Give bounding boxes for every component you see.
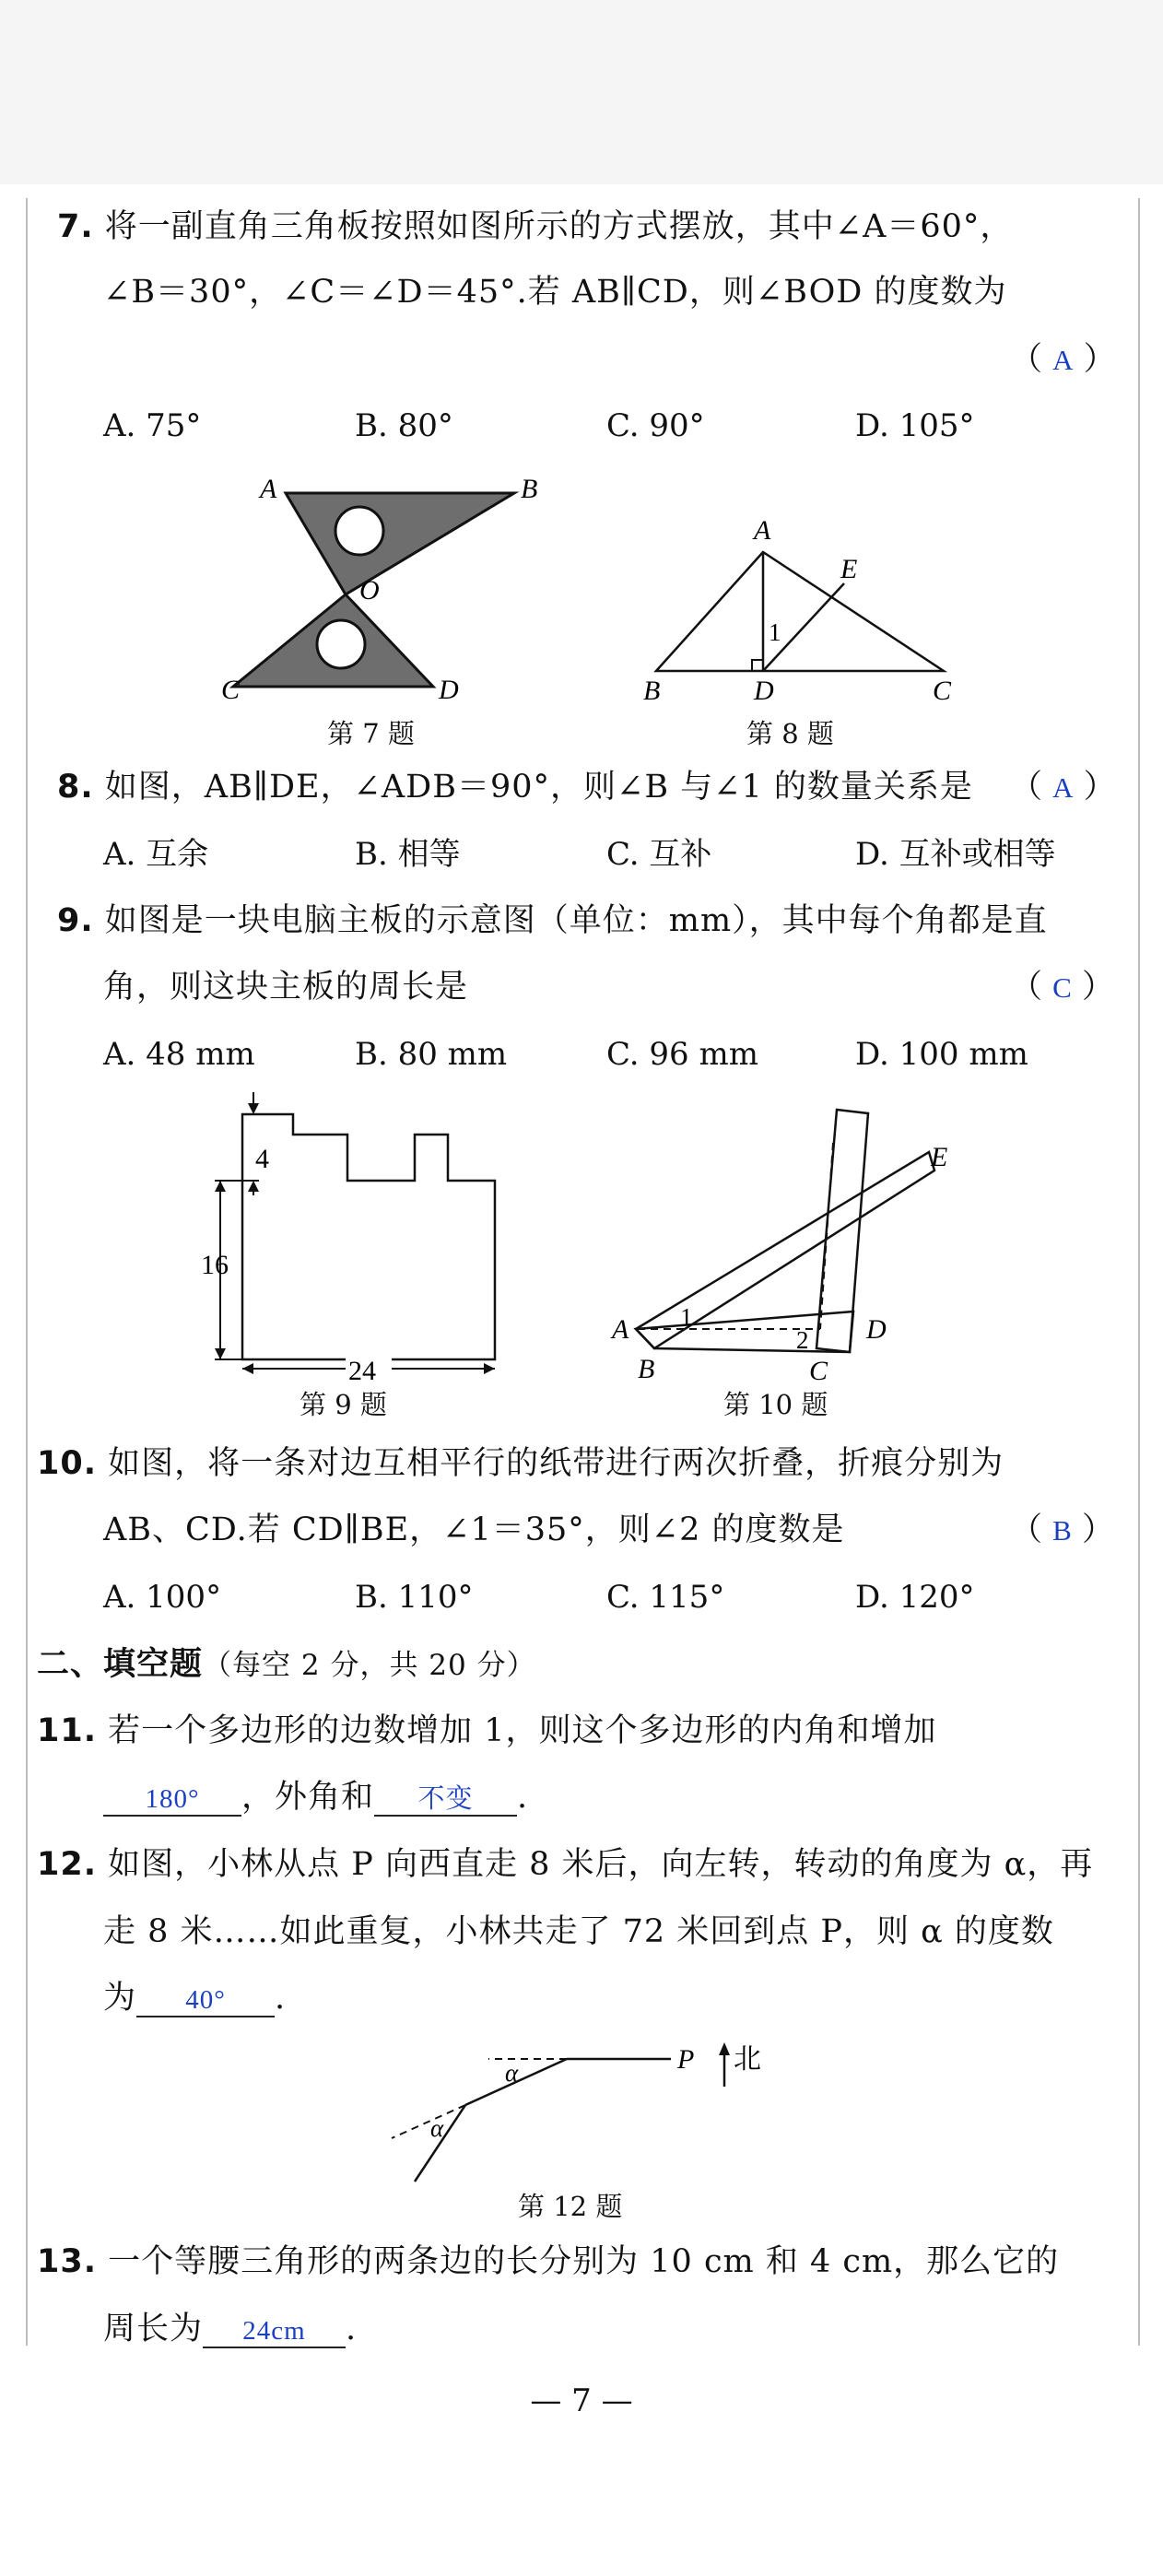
q10-text-line1: 如图，将一条对边互相平行的纸带进行两次折叠，折痕分别为 — [108, 1445, 1004, 1482]
q7-option-d: D. 105° — [855, 407, 975, 444]
fig9-board-outline — [242, 1114, 495, 1359]
fig7-label-o: O — [359, 575, 380, 606]
fig9-dim24-arrowhead-right — [484, 1363, 495, 1374]
q13-number: 13. — [37, 2243, 98, 2280]
section2-header — [37, 1644, 536, 1686]
right-border — [1138, 198, 1140, 2346]
q10-option-d: D. 120° — [855, 1579, 975, 1616]
q9-text-line2: 角，则这块主板的周长是 — [103, 969, 469, 1006]
q7-option-b: B. 80° — [355, 407, 453, 444]
q9-number: 9. — [57, 902, 94, 939]
fig10-caption: 第 10 题 — [723, 1389, 828, 1420]
q13-line1 — [37, 2241, 1059, 2282]
q10-number: 10. — [37, 1445, 98, 1482]
fig8-triangle-abc — [656, 552, 944, 671]
fig9-label-4: 4 — [255, 1144, 269, 1174]
fig7-upper-triangle — [286, 493, 514, 594]
figure-7 — [203, 461, 571, 719]
fig7-label-c: C — [221, 675, 241, 705]
q10-answer-bracket: （ B ） — [1010, 1511, 1114, 1548]
q12-line3 — [103, 1978, 286, 2018]
fig10-label-b: B — [638, 1354, 655, 1384]
fig7-label-d: D — [439, 675, 459, 705]
q13-line2 — [103, 2309, 357, 2349]
q11-line2 — [103, 1777, 528, 1817]
q8-text: 如图，AB∥DE，∠ADB＝90°，则∠B 与∠1 的数量关系是 — [104, 769, 973, 806]
fig10-label-e: E — [931, 1142, 948, 1172]
q10-text-line2: AB、CD.若 CD∥BE，∠1＝35°，则∠2 的度数是 — [103, 1511, 845, 1548]
fig9-dim16-arrowhead-bottom — [215, 1348, 226, 1359]
figure-9 — [198, 1092, 511, 1387]
left-border — [26, 198, 28, 2346]
q11-text-mid: ，外角和 — [241, 1779, 375, 1816]
q12-text-prefix: 为 — [103, 1980, 137, 2017]
fig9-label-24: 24 — [348, 1356, 376, 1386]
q11-blank-exterior: 不变 — [374, 1783, 517, 1817]
q11-line1 — [37, 1711, 937, 1751]
q9-option-b: B. 80 mm — [355, 1036, 508, 1073]
q8-option-b: B. 相等 — [355, 836, 461, 873]
q8-option-d: D. 互补或相等 — [855, 836, 1056, 873]
figure-10 — [608, 1101, 977, 1387]
q7-line1 — [57, 206, 1013, 247]
q13-text-prefix: 周长为 — [103, 2311, 204, 2347]
q11-number: 11. — [37, 1712, 98, 1749]
fig7-upper-hole — [335, 507, 383, 555]
q13-blank-perimeter: 24cm — [203, 2315, 346, 2348]
q11-text-end: . — [517, 1779, 529, 1816]
fig9-label-16: 16 — [201, 1250, 229, 1280]
fig9-arrowhead-down — [248, 1103, 259, 1114]
q8-answer: A — [1052, 771, 1074, 804]
figure-8 — [636, 512, 968, 714]
q10-option-a: A. 100° — [103, 1579, 222, 1616]
q10-answer: B — [1052, 1514, 1072, 1547]
fig12-label-alpha1: α — [505, 2059, 519, 2087]
fig8-caption: 第 8 题 — [746, 718, 834, 749]
q7-text-line1: 将一副直角三角板按照如图所示的方式摆放，其中∠A＝60°， — [104, 208, 1014, 245]
fig9-caption: 第 9 题 — [300, 1389, 387, 1420]
fig8-label-angle1: 1 — [769, 618, 781, 646]
q9-option-d: D. 100 mm — [855, 1036, 1028, 1073]
q9-answer: C — [1052, 971, 1072, 1004]
q7-option-c: C. 90° — [606, 407, 705, 444]
q9-option-a: A. 48 mm — [103, 1036, 255, 1073]
fig12-label-north: 北 — [734, 2044, 761, 2075]
fig7-caption: 第 7 题 — [327, 718, 415, 749]
fig12-label-p: P — [677, 2044, 695, 2075]
fig8-label-a: A — [754, 515, 771, 546]
fig10-label-d: D — [866, 1314, 887, 1345]
fig10-vertical-strip — [816, 1110, 868, 1352]
q13-text-line1: 一个等腰三角形的两条边的长分别为 10 cm 和 4 cm，那么它的 — [108, 2243, 1060, 2280]
q11-text-line1: 若一个多边形的边数增加 1，则这个多边形的内角和增加 — [108, 1712, 937, 1749]
q12-blank-alpha: 40° — [136, 1984, 275, 2017]
section2-note: （每空 2 分，共 20 分） — [203, 1649, 536, 1682]
fig12-north-arrowhead — [719, 2042, 730, 2055]
q9-answer-bracket: （ C ） — [1010, 969, 1114, 1006]
fig10-label-c: C — [809, 1356, 828, 1386]
fig9-dim24-arrowhead-left — [242, 1363, 253, 1374]
figure-12 — [378, 2037, 802, 2194]
q10-option-b: B. 110° — [355, 1579, 474, 1616]
q11-blank-interior: 180° — [103, 1783, 241, 1817]
q13-text-end: . — [346, 2311, 358, 2347]
q12-text-line1: 如图，小林从点 P 向西直走 8 米后，向左转，转动的角度为 α，再 — [108, 1846, 1094, 1883]
q8-number: 8. — [57, 769, 94, 806]
q12-number: 12. — [37, 1846, 98, 1883]
fig8-label-c: C — [933, 676, 952, 706]
section2-title: 二、填空题 — [37, 1646, 204, 1683]
q7-answer-bracket: （ A ） — [1010, 341, 1116, 378]
q12-text-end: . — [275, 1980, 287, 2017]
fig7-lower-hole — [317, 620, 365, 668]
q7-option-a: A. 75° — [103, 407, 202, 444]
top-margin — [0, 0, 1163, 184]
fig12-label-alpha2: α — [430, 2114, 444, 2142]
q9-text-line1: 如图是一块电脑主板的示意图（单位：mm），其中每个角都是直 — [104, 902, 1048, 939]
q9-option-c: C. 96 mm — [606, 1036, 758, 1073]
q9-line1 — [57, 900, 1048, 941]
fig8-right-angle-mark — [752, 660, 763, 671]
q10-line1 — [37, 1443, 1004, 1484]
q12-text-line2: 走 8 米……如此重复，小林共走了 72 米回到点 P，则 α 的度数 — [103, 1913, 1054, 1950]
fig9-arrowhead-up — [248, 1181, 259, 1192]
q8-line — [57, 767, 973, 807]
fig9-dim16-arrowhead-top — [215, 1181, 226, 1192]
q10-option-c: C. 115° — [606, 1579, 725, 1616]
fig10-label-a: A — [612, 1314, 629, 1345]
q12-line1 — [37, 1844, 1093, 1885]
q7-number: 7. — [57, 208, 94, 245]
fig8-label-b: B — [643, 676, 661, 706]
page-number: — 7 — — [530, 2382, 633, 2419]
q7-text-line2: ∠B＝30°，∠C＝∠D＝45°.若 AB∥CD，则∠BOD 的度数为 — [103, 274, 1007, 311]
fig12-caption: 第 12 题 — [518, 2191, 623, 2222]
q8-option-a: A. 互余 — [103, 836, 209, 873]
fig8-label-e: E — [840, 554, 858, 584]
fig7-label-a: A — [260, 474, 277, 504]
fig10-label-angle1: 1 — [680, 1303, 693, 1331]
q8-answer-bracket: （ A ） — [1010, 769, 1116, 806]
fig7-label-b: B — [521, 474, 538, 504]
fig10-bottom-strip — [636, 1312, 853, 1352]
q7-answer: A — [1052, 344, 1074, 376]
q8-option-c: C. 互补 — [606, 836, 712, 873]
fig10-label-angle2: 2 — [796, 1326, 809, 1354]
fig8-label-d: D — [754, 676, 774, 706]
